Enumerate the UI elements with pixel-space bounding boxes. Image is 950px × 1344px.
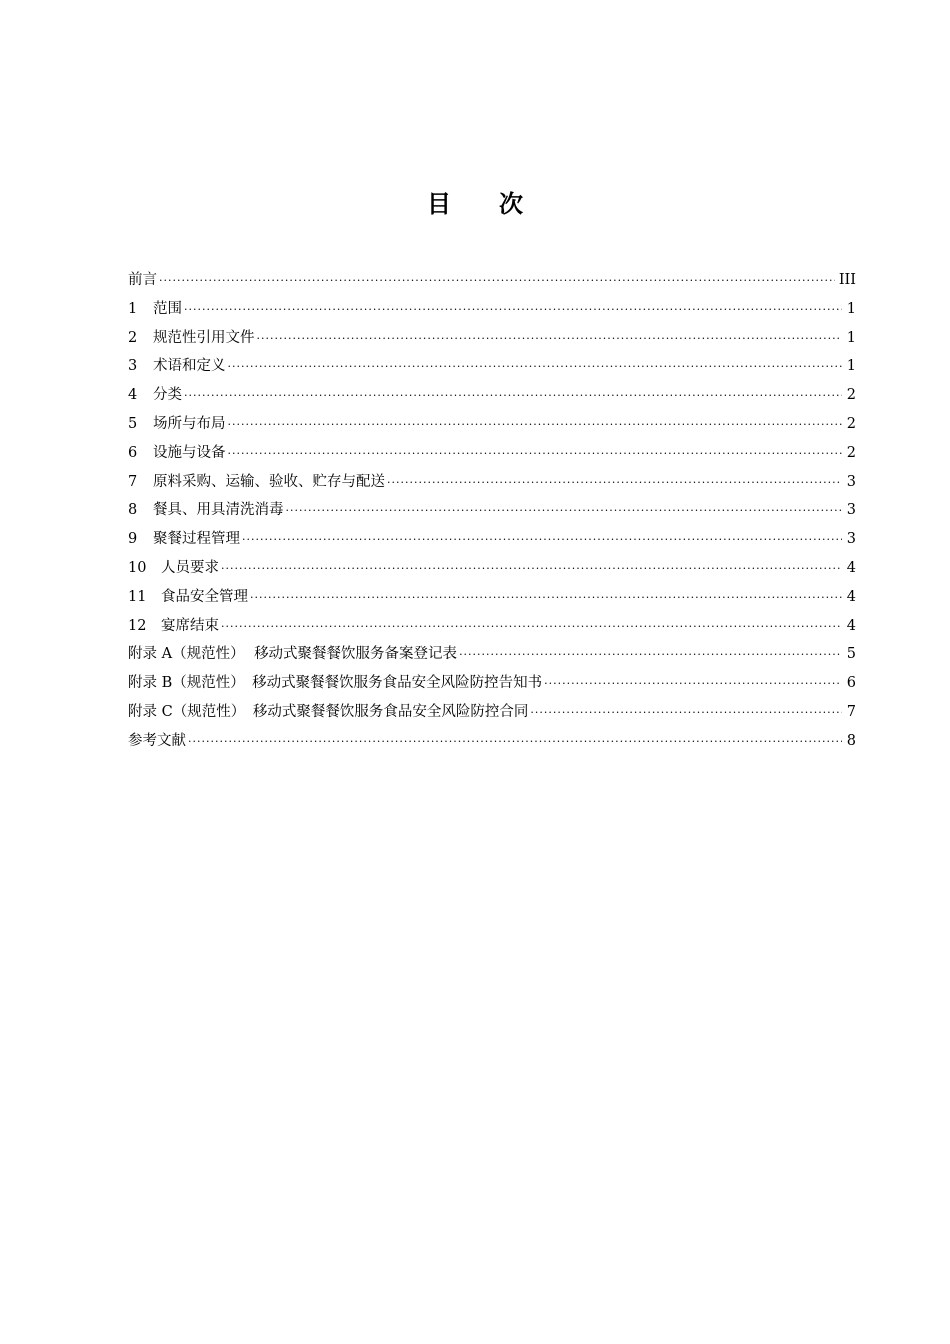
toc-entry-label: 移动式聚餐餐饮服务食品安全风险防控告知书 — [252, 675, 543, 692]
toc-dot-leader — [228, 411, 843, 440]
toc-entry-page: 6 — [846, 675, 856, 692]
toc-dot-leader — [459, 641, 842, 670]
toc-annex-designation: 附录 C（规范性） — [128, 703, 246, 720]
toc-dot-leader — [286, 497, 843, 526]
toc-dot-leader — [228, 440, 843, 469]
toc-dot-leader — [221, 555, 842, 584]
toc-entry-number: 11 — [128, 588, 147, 605]
toc-entry-label: 术语和定义 — [153, 358, 226, 375]
toc-dot-leader — [387, 469, 842, 498]
toc-entry-label: 宴席结束 — [161, 617, 219, 634]
toc-entry-page: 3 — [846, 531, 856, 548]
toc-entry-page: 4 — [846, 588, 856, 605]
toc-entry-label: 前言 — [128, 272, 157, 288]
toc-dot-leader — [221, 613, 842, 642]
toc-entry-number: 8 — [128, 502, 138, 519]
toc-entry-page: 1 — [846, 329, 856, 346]
toc-entry-number: 5 — [128, 415, 138, 432]
toc-entry-label: 参考文献 — [128, 732, 186, 749]
toc-entry-1[interactable] — [128, 295, 856, 324]
toc-entry-bibliography[interactable] — [128, 727, 856, 756]
toc-entry-page: 7 — [846, 703, 856, 720]
toc-entry-label: 移动式聚餐餐饮服务食品安全风险防控合同 — [252, 703, 529, 720]
toc-entry-foreword[interactable] — [128, 266, 856, 295]
toc-entry-10[interactable] — [128, 554, 856, 583]
toc-entry-label: 移动式聚餐餐饮服务备案登记表 — [254, 646, 458, 663]
toc-entry-12[interactable] — [128, 612, 856, 641]
toc-entry-label: 场所与布局 — [153, 415, 226, 432]
toc-entry-number: 6 — [128, 444, 138, 461]
toc-entry-label: 人员要求 — [161, 559, 219, 576]
toc-dot-leader — [242, 526, 842, 555]
toc-entry-2[interactable] — [128, 324, 856, 353]
toc-entry-page: 5 — [846, 646, 856, 663]
toc-dot-leader — [250, 584, 842, 613]
toc-entry-label: 原料采购、运输、验收、贮存与配送 — [153, 473, 385, 490]
toc-entry-8[interactable] — [128, 496, 856, 525]
toc-dot-leader — [188, 728, 842, 757]
toc-entry-number: 3 — [128, 358, 138, 375]
toc-entry-number: 10 — [128, 559, 147, 576]
toc-entry-page: 4 — [846, 617, 856, 634]
toc-entry-label: 餐具、用具清洗消毒 — [153, 502, 284, 519]
toc-dot-leader — [184, 382, 842, 411]
toc-entry-annex-a[interactable] — [128, 640, 856, 669]
toc-entry-4[interactable] — [128, 381, 856, 410]
toc-entry-page: III — [838, 272, 856, 288]
toc-entry-label: 设施与设备 — [153, 444, 226, 461]
toc-dot-leader — [530, 699, 842, 728]
toc-entry-label: 范围 — [153, 300, 182, 317]
toc-entry-annex-c[interactable] — [128, 698, 856, 727]
toc-entry-page: 2 — [846, 444, 856, 461]
toc-entry-page: 1 — [846, 300, 856, 317]
toc-entry-number: 12 — [128, 617, 147, 634]
toc-entry-number: 1 — [128, 300, 138, 317]
toc-entry-page: 2 — [846, 415, 856, 432]
toc-dot-leader — [257, 325, 843, 354]
toc-entry-page: 1 — [846, 358, 856, 375]
toc-entry-number: 2 — [128, 329, 138, 346]
toc-annex-designation: 附录 B（规范性） — [128, 675, 245, 692]
toc-entry-6[interactable] — [128, 439, 856, 468]
toc-dot-leader — [159, 267, 835, 296]
toc-entry-label: 规范性引用文件 — [153, 329, 255, 346]
toc-entry-3[interactable] — [128, 352, 856, 381]
table-of-contents — [128, 266, 856, 756]
toc-entry-page: 2 — [846, 387, 856, 404]
toc-dot-leader — [228, 353, 843, 382]
toc-entry-9[interactable] — [128, 525, 856, 554]
toc-entry-annex-b[interactable] — [128, 669, 856, 698]
toc-dot-leader — [544, 670, 842, 699]
toc-entry-page: 3 — [846, 502, 856, 519]
toc-entry-number: 4 — [128, 387, 138, 404]
toc-entry-label: 分类 — [153, 387, 182, 404]
toc-entry-number: 9 — [128, 531, 138, 548]
toc-dot-leader — [184, 296, 842, 325]
toc-entry-11[interactable] — [128, 583, 856, 612]
toc-entry-label: 食品安全管理 — [161, 588, 248, 605]
toc-entry-7[interactable] — [128, 468, 856, 497]
toc-entry-page: 4 — [846, 559, 856, 576]
page-title-part2: 次 — [499, 190, 523, 218]
toc-entry-number: 7 — [128, 473, 138, 490]
toc-entry-page: 3 — [846, 473, 856, 490]
toc-entry-label: 聚餐过程管理 — [153, 531, 240, 548]
toc-entry-5[interactable] — [128, 410, 856, 439]
toc-entry-page: 8 — [846, 732, 856, 749]
toc-annex-designation: 附录 A（规范性） — [128, 646, 245, 663]
page-title-part1: 目 — [427, 190, 451, 218]
page-title — [0, 186, 950, 222]
